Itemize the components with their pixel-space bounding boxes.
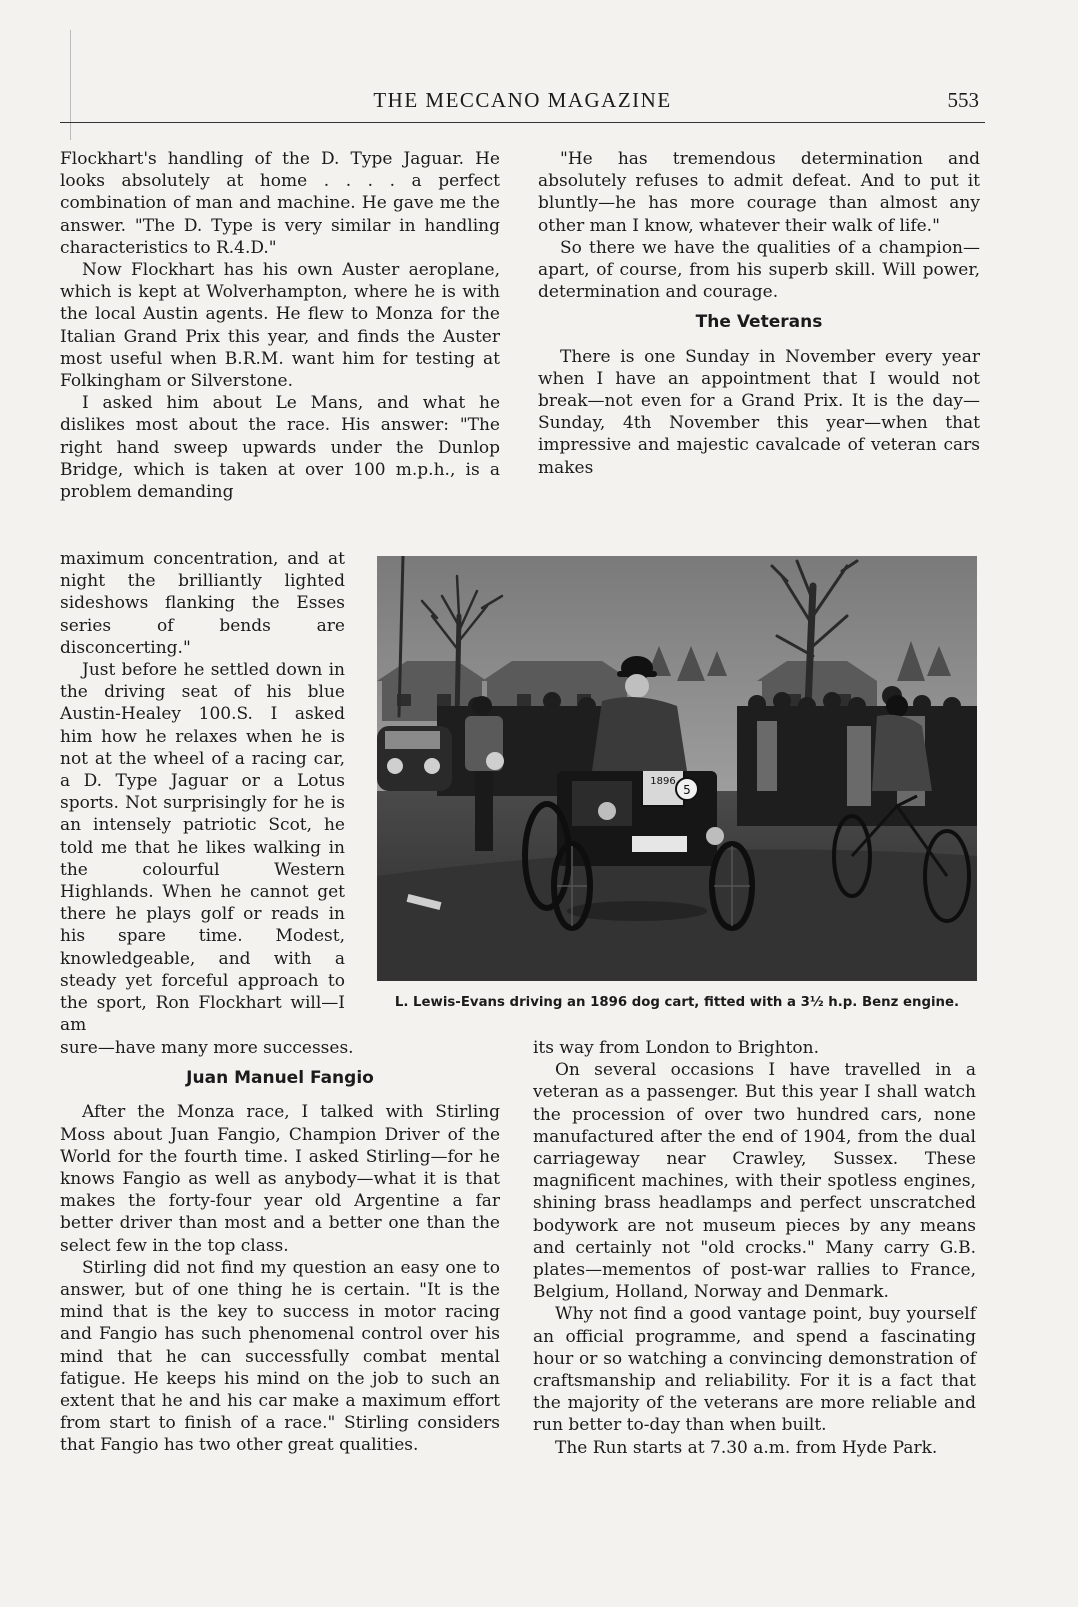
paragraph: Flockhart's handling of the D. Type Jaguar. He looks absolutely at home . . . . a perfect combination of man and machine. He gave me the answer. "The D. Type is very similar in handling characteristics to R.4.D." xyxy=(60,149,500,258)
paragraph: Now Flockhart has his own Auster aeroplane, which is kept at Wolverhampton, where he is with the local Austin agents. He flew to Monza for the Italian Grand Prix this year, and finds the Auster most useful when B.R.M. want him for testing at Folkingham or Silverstone. xyxy=(60,260,500,392)
left-column-wrap xyxy=(60,548,345,1036)
paragraph: The Run starts at 7.30 a.m. from Hyde Park. xyxy=(555,1437,938,1458)
magazine-title: THE MECCANO MAGAZINE xyxy=(373,88,672,112)
left-column-bottom xyxy=(60,1037,500,1457)
section-heading-veterans: The Veterans xyxy=(695,312,823,333)
plate-1896: 1896 xyxy=(650,776,676,787)
veteran-car-photo xyxy=(377,556,977,981)
page-fold-line xyxy=(70,30,71,140)
page-header xyxy=(60,86,985,123)
page-number: 553 xyxy=(947,88,979,112)
paragraph: Just before he settled down in the driving seat of his blue Austin-Healey 100.S. I asked him how he relaxes when he is not at the wheel of a racing car, a D. Type Jaguar or a Lotus sports. Not surprisingly for he is an intensely patriotic Scot, he told me that he likes walking in the colourful Western Highlands. When he cannot get there he plays golf or reads in his spare time. Modest, knowledgeable, and with a steady yet forceful approach to the sport, Ron Flockhart will—I am xyxy=(60,660,345,1036)
paragraph: There is one Sunday in November every year when I have an appointment that I would not break—not even for a Grand Prix. It is the day—Sunday, 4th November this year—when that impressive and majestic cavalcade of veteran cars makes xyxy=(538,346,980,478)
paragraph: I asked him about Le Mans, and what he dislikes most about the race. His answer: "The right hand sweep upwards under the Dunlop Bridge, which is taken at over 100 m.p.h., is a problem demanding xyxy=(60,393,500,503)
paragraph: "He has tremendous determination and absolutely refuses to admit defeat. And to put it bluntly—he has more courage than almost any other man I know, whatever their walk of life." xyxy=(538,149,980,236)
right-column-top xyxy=(538,148,980,479)
paragraph: sure—have many more successes. xyxy=(60,1038,354,1058)
right-column-bottom xyxy=(533,1037,976,1459)
left-column-top xyxy=(60,148,500,503)
paragraph: Why not find a good vantage point, buy yourself an official programme, and spend a fascinating hour or so watching a convincing demonstration of craftsmanship and reliability. For it is a fact that the majority of the veterans are more reliable and run better to-day than when built. xyxy=(533,1304,976,1436)
paragraph: Stirling did not find my question an easy one to answer, but of one thing he is certain. "It is the mind that is the key to success in motor racing and Fangio has such phenomenal control over his mind that he can successfully combat mental fatigue. He keeps his mind on the job to such an extent that he and his car make a maximum effort from start to finish of a race." Stirling considers that Fangio has two other great qualities. xyxy=(60,1257,500,1456)
photo-illustration xyxy=(377,556,977,981)
section-heading-fangio: Juan Manuel Fangio xyxy=(186,1068,374,1089)
paragraph: After the Monza race, I talked with Stirling Moss about Juan Fangio, Champion Driver of the World for the fourth time. I asked Stirling—for he knows Fangio as well as anybody—what it is that makes the forty-four year old Argentine a far better driver than most and a better one than the select few in the top class. xyxy=(60,1102,500,1256)
paragraph: its way from London to Brighton. xyxy=(533,1038,819,1058)
paragraph: On several occasions I have travelled in a veteran as a passenger. But this year I shall watch the procession of over two hundred cars, none manufactured after the end of 1904, from the dual carriageway near Crawley, Sussex. These magnificent machines, with their spotless engines, shining brass headlamps and perfect unscratched bodywork are not museum pieces by any means and certainly not "old crocks." Many carry G.B. plates—mementos of post-war rallies to France, Belgium, Holland, Norway and Denmark. xyxy=(533,1060,976,1303)
paragraph: So there we have the qualities of a champion—apart, of course, from his superb skill. Will power, determination and courage. xyxy=(538,237,980,303)
paragraph: maximum concentration, and at night the brilliantly lighted sideshows flanking the Esses series of bends are disconcerting." xyxy=(60,549,345,658)
badge-number: 5 xyxy=(683,783,691,797)
photo-caption: L. Lewis-Evans driving an 1896 dog cart, fitted with a 3½ h.p. Benz engine. xyxy=(394,995,960,1010)
